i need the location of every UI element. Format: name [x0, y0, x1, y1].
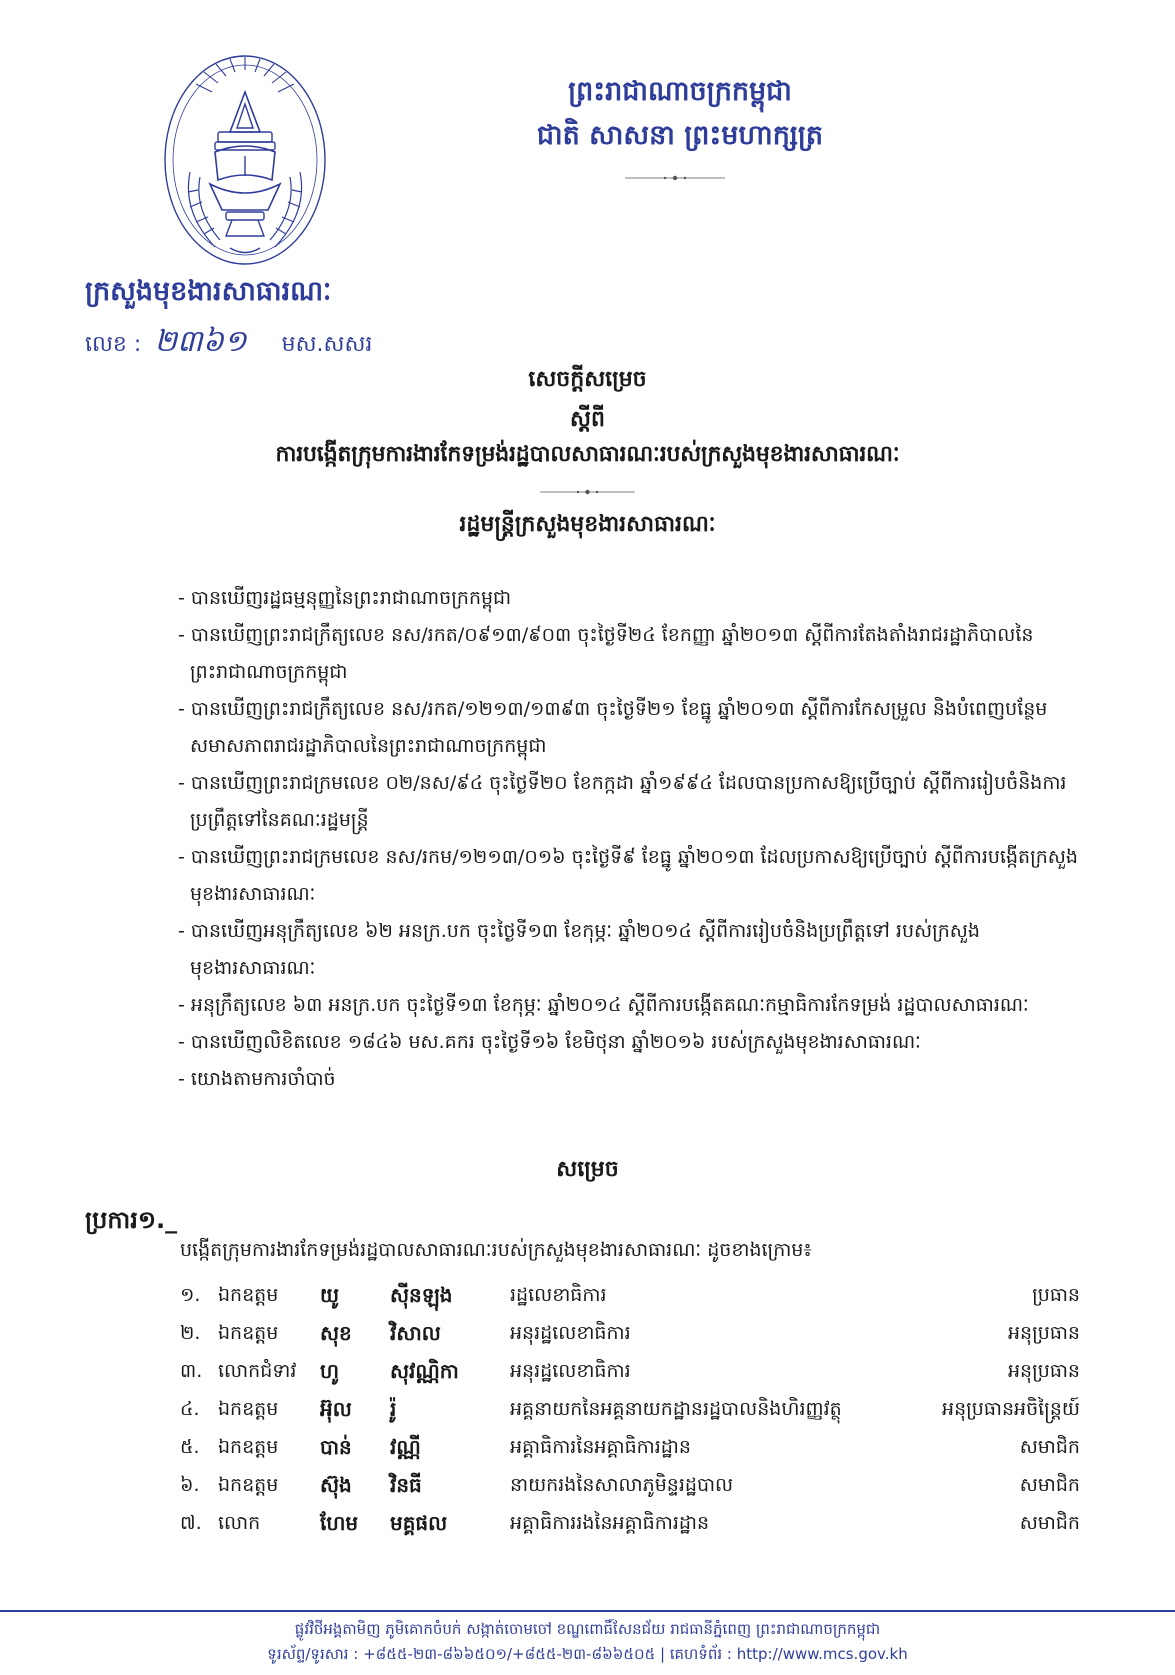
- member-role: អនុប្រធានអចិន្ត្រៃយ៍: [942, 1398, 1080, 1420]
- ministry-seal-emblem: [160, 52, 330, 267]
- document-number-label: លេខ :: [85, 332, 142, 357]
- member-role: សមាជិក: [1019, 1474, 1080, 1496]
- member-given-name: មគ្គផល: [390, 1511, 448, 1535]
- consideration-item: - បានឃើញព្រះរាជក្រមលេខ នស/រកម/១២១៣/០១៦ ចុះថ្ងៃទី៩ ខែធ្នូ ឆ្នាំ២០១៣ ដែលប្រកាសឱ្យប្រើច្បាប់ ស្តីពីការបង្កើតក្រសួងមុខងារសាធារណៈ: [178, 846, 1078, 905]
- member-role: សមាជិក: [1019, 1436, 1080, 1458]
- footer-address: ផ្លូវវិថីអង្គតាមិញ ភូមិគោកចំបក់ សង្កាត់ចោមចៅ ខណ្ឌពោធិ៍សែនជ័យ រាជធានីភ្នំពេញ ព្រះរាជាណាចក្រកម្ពុជា: [294, 1620, 881, 1638]
- decision-title: សេចក្តីសម្រេច: [528, 367, 647, 392]
- member-title: លោក: [218, 1512, 261, 1534]
- member-surname: បាន់: [320, 1435, 352, 1459]
- member-position: អគ្គាធិការរងនៃអគ្គាធិការដ្ឋាន: [510, 1512, 709, 1534]
- member-title: ឯកឧត្តម: [218, 1474, 279, 1496]
- consideration-item: - បានឃើញលិខិតលេខ ១៨៤៦ មស.គករ ចុះថ្ងៃទី១៦ ខែមិថុនា ឆ្នាំ២០១៦ របស់ក្រសួងមុខងារសាធារណៈ: [178, 1031, 921, 1053]
- member-given-name: វិសាល: [390, 1321, 441, 1345]
- member-row: [180, 1276, 1080, 1314]
- decision-subject-label: ស្តីពី: [570, 407, 605, 432]
- footer: [0, 1617, 1175, 1667]
- member-position: អនុរដ្ឋលេខាធិការ: [510, 1322, 631, 1344]
- member-row: [180, 1314, 1080, 1352]
- member-surname: យូ: [320, 1283, 340, 1307]
- member-surname: សុខ: [320, 1321, 352, 1345]
- member-surname: ហូ: [320, 1359, 340, 1383]
- member-role: អនុប្រធាន: [1008, 1360, 1080, 1382]
- consideration-item: - បានឃើញរដ្ឋធម្មនុញ្ញនៃព្រះរាជាណាចក្រកម្ពុជា: [178, 587, 512, 609]
- member-row: [180, 1466, 1080, 1504]
- member-role: ប្រធាន: [1032, 1284, 1080, 1306]
- footer-contact: ទូរស័ព្ទ/ទូរសារ : +៨៥៥-២៣-៨៦៦៥០១/+៨៥៥-២៣-៨៦៦៥០៥ | គេហទំព័រ : http://www.mcs.gov.kh: [267, 1645, 908, 1663]
- member-title: ឯកឧត្តម: [218, 1322, 279, 1344]
- consideration-item: - យោងតាមការចាំបាច់: [178, 1068, 336, 1090]
- member-surname: អ៊ុល: [320, 1397, 352, 1421]
- member-position: អនុរដ្ឋលេខាធិការ: [510, 1360, 631, 1382]
- kingdom-header: [500, 70, 860, 158]
- article-1-text: បង្កើតក្រុមការងារកែទម្រង់រដ្ឋបាលសាធារណៈរបស់ក្រសួងមុខងារសាធារណៈ ដូចខាងក្រោម៖: [180, 1239, 812, 1261]
- document-number-code: មស.សសរ: [281, 332, 373, 357]
- member-surname: ស៊ុង: [320, 1473, 352, 1497]
- considerations-list: [178, 580, 1083, 1098]
- member-row: [180, 1428, 1080, 1466]
- member-given-name: វិនធី: [390, 1473, 422, 1497]
- title-ornament-divider: [540, 488, 635, 496]
- member-position: នាយករងនៃសាលាភូមិន្ទរដ្ឋបាល: [510, 1474, 734, 1496]
- minister-heading: រដ្ឋមន្ត្រីក្រសួងមុខងារសាធារណៈ: [459, 512, 716, 537]
- member-number: ៧.: [180, 1512, 202, 1534]
- member-surname: ហែម: [320, 1511, 359, 1535]
- member-number: ៦.: [180, 1474, 200, 1496]
- kingdom-name: ព្រះរាជាណាចក្រកម្ពុជា: [568, 76, 792, 107]
- decision-subject: ការបង្កើតក្រុមការងារកែទម្រង់រដ្ឋបាលសាធារណៈរបស់ក្រសួងមុខងារសាធារណៈ: [275, 442, 900, 467]
- consideration-item: - បានឃើញអនុក្រឹត្យលេខ ៦២ អនក្រ.បក ចុះថ្ងៃទី១៣ ខែកុម្ភៈ ឆ្នាំ២០១៤ ស្តីពីការរៀបចំនិងប្រព្រឹត្តទៅ របស់ក្រសួងមុខងារសាធារណៈ: [178, 920, 980, 979]
- member-given-name: សុវណ្ណិកា: [390, 1359, 459, 1383]
- consideration-item: - បានឃើញព្រះរាជក្រឹត្យលេខ នស/រកត/១២១៣/១៣៩៣ ចុះថ្ងៃទី២១ ខែធ្នូ ឆ្នាំ២០១៣ ស្តីពីការកែសម្រួល និងបំពេញបន្ថែមសមាសភាពរាជរដ្ឋាភិបាលនៃព្រះរាជាណាចក្រកម្ពុជា: [178, 698, 1048, 757]
- member-role: សមាជិក: [1019, 1512, 1080, 1534]
- consideration-item: - អនុក្រឹត្យលេខ ៦៣ អនក្រ.បក ចុះថ្ងៃទី១៣ ខែកុម្ភៈ ឆ្នាំ២០១៤ ស្តីពីការបង្កើតគណៈកម្មាធិការកែទម្រង់ រដ្ឋបាលសាធារណៈ: [178, 994, 1029, 1016]
- consideration-item: - បានឃើញព្រះរាជក្រឹត្យលេខ នស/រកត/០៩១៣/៩០៣ ចុះថ្ងៃទី២៤ ខែកញ្ញា ឆ្នាំ២០១៣ ស្តីពីការតែងតាំងរាជរដ្ឋាភិបាលនៃព្រះរាជាណាចក្រកម្ពុជា: [178, 624, 1034, 683]
- member-given-name: ស៊ីនឡុង: [390, 1283, 453, 1307]
- member-title: លោកជំទាវ: [218, 1360, 297, 1382]
- member-title: ឯកឧត្តម: [218, 1436, 279, 1458]
- ministry-name: ក្រសួងមុខងារសាធារណៈ: [85, 276, 332, 307]
- member-position: អគ្គនាយកនៃអគ្គនាយកដ្ឋានរដ្ឋបាលនិងហិរញ្ញវត្ថុ: [510, 1398, 842, 1420]
- member-position: រដ្ឋលេខាធិការ: [510, 1284, 607, 1306]
- members-list: [180, 1276, 1080, 1542]
- decision-heading: សម្រេច: [556, 1157, 619, 1182]
- footer-divider: [0, 1610, 1175, 1612]
- member-number: ៤.: [180, 1398, 200, 1420]
- consideration-item: - បានឃើញព្រះរាជក្រមលេខ ០២/នស/៩៤ ចុះថ្ងៃទី២០ ខែកក្កដា ឆ្នាំ១៩៩៤ ដែលបានប្រកាសឱ្យប្រើច្បាប់ ស្តីពីការរៀបចំនិងការប្រព្រឹត្តទៅនៃគណៈរដ្ឋមន្ត្រី: [178, 772, 1067, 831]
- header-ornament-divider: [625, 174, 725, 182]
- member-number: ១.: [180, 1284, 201, 1306]
- article-1-label: ប្រការ១._: [85, 1206, 178, 1234]
- document-number: [85, 322, 372, 366]
- national-motto: ជាតិ សាសនា ព្រះមហាក្សត្រ: [536, 120, 824, 151]
- member-given-name: វណ្ណី: [390, 1435, 421, 1459]
- member-row: [180, 1504, 1080, 1542]
- member-row: [180, 1352, 1080, 1390]
- member-role: អនុប្រធាន: [1008, 1322, 1080, 1344]
- member-given-name: រ៉ូ: [390, 1397, 397, 1421]
- member-number: ៣.: [180, 1360, 203, 1382]
- member-position: អគ្គាធិការនៃអគ្គាធិការដ្ឋាន: [510, 1436, 691, 1458]
- member-row: [180, 1390, 1080, 1428]
- member-number: ៥.: [180, 1436, 200, 1458]
- document-number-value: ២៣៦១: [154, 324, 247, 359]
- member-title: ឯកឧត្តម: [218, 1284, 279, 1306]
- member-number: ២.: [180, 1322, 201, 1344]
- member-title: ឯកឧត្តម: [218, 1398, 279, 1420]
